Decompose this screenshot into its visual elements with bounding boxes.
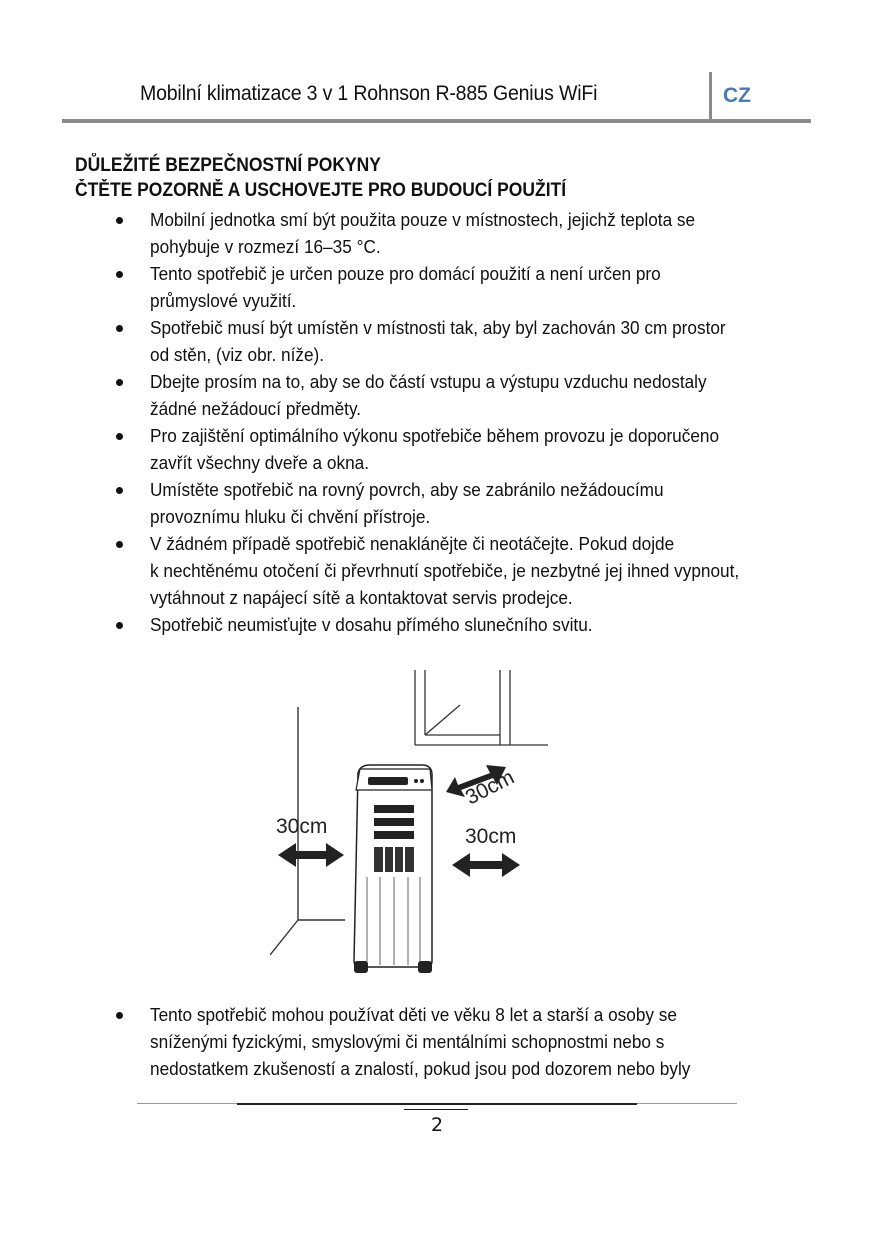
- list-item: [113, 530, 813, 611]
- bullet-icon: [116, 487, 123, 494]
- bullet-icon: [116, 325, 123, 332]
- bullet-icon: [116, 217, 123, 224]
- list-item-text: Umístěte spotřebič na rovný povrch, aby se zabránilo nežádoucímu: [150, 479, 664, 500]
- list-item: [113, 422, 813, 476]
- window-frame: [415, 670, 548, 745]
- list-item-text: nedostatkem zkušeností a znalostí, pokud jsou pod dozorem nebo byly: [150, 1058, 691, 1079]
- clearance-diagram: [270, 665, 570, 985]
- list-item-text: žádné nežádoucí předměty.: [150, 398, 362, 419]
- list-item-text: V žádném případě spotřebič nenaklánějte či neotáčejte. Pokud dojde: [150, 533, 675, 554]
- list-item-text: zavřít všechny dveře a okna.: [150, 452, 370, 473]
- list-item-text: Dbejte prosím na to, aby se do částí vstupu a výstupu vzduchu nedostaly: [150, 371, 707, 392]
- list-item-text: průmyslové využití.: [150, 290, 297, 311]
- list-item: [113, 206, 813, 260]
- bullet-icon: [116, 622, 123, 629]
- footer-rule: [404, 1109, 468, 1110]
- arrow-right: [452, 853, 520, 877]
- clearance-label-left: 30cm: [276, 815, 328, 838]
- list-item: [113, 260, 813, 314]
- list-item-text: vytáhnout z napájecí sítě a kontaktovat servis prodejce.: [150, 587, 573, 608]
- section-headings: [75, 153, 609, 203]
- list-item-text: Tento spotřebič je určen pouze pro domácí použití a není určen pro: [150, 263, 661, 284]
- bullet-icon: [116, 379, 123, 386]
- air-conditioner-unit: [354, 765, 432, 973]
- safety-instructions-list: [113, 206, 813, 638]
- list-item-text: k nechtěnému otočení či převrhnutí spotřebiče, je nezbytné jej ihned vypnout,: [150, 560, 740, 581]
- list-item: [113, 1001, 850, 1082]
- list-item: [113, 368, 813, 422]
- list-item-text: Pro zajištění optimálního výkonu spotřebiče během provozu je doporučeno: [150, 425, 720, 446]
- heading-read-carefully: ČTĚTE POZORNĚ A USCHOVEJTE PRO BUDOUCÍ POUŽITÍ: [75, 180, 567, 201]
- language-badge: CZ: [723, 84, 751, 107]
- list-item-text: provoznímu hluku či chvění přístroje.: [150, 506, 431, 527]
- list-item: [113, 611, 813, 638]
- list-item: [113, 314, 813, 368]
- document-header-title: Mobilní klimatizace 3 v 1 Rohnson R-885 Genius WiFi: [140, 82, 598, 105]
- bullet-icon: [116, 433, 123, 440]
- arrow-left: [278, 843, 344, 867]
- list-item-text: pohybuje v rozmezí 16–35 °C.: [150, 236, 381, 257]
- header-divider: [709, 72, 712, 122]
- page-number: 2: [430, 1114, 444, 1136]
- bullet-icon: [116, 271, 123, 278]
- footer-rule: [237, 1103, 637, 1105]
- list-item-text: Mobilní jednotka smí být použita pouze v místnostech, jejichž teplota se: [150, 209, 696, 230]
- list-item: [113, 476, 813, 530]
- bullet-icon: [116, 1012, 123, 1019]
- header-rule: [62, 119, 811, 123]
- list-item-text: Tento spotřebič mohou používat děti ve věku 8 let a starší a osoby se: [150, 1004, 677, 1025]
- list-item-text: od stěn, (viz obr. níže).: [150, 344, 325, 365]
- list-item-text: Spotřebič neumisťujte v dosahu přímého slunečního svitu.: [150, 614, 593, 635]
- heading-safety: DŮLEŽITÉ BEZPEČNOSTNÍ POKYNY: [75, 155, 381, 176]
- bullet-icon: [116, 541, 123, 548]
- list-item-text: Spotřebič musí být umístěn v místnosti tak, aby byl zachován 30 cm prostor: [150, 317, 726, 338]
- clearance-label-right: 30cm: [465, 825, 517, 848]
- clearance-label-back: 30cm: [461, 765, 519, 810]
- list-item-text: sníženými fyzickými, smyslovými či mentálními schopnostmi nebo s: [150, 1031, 665, 1052]
